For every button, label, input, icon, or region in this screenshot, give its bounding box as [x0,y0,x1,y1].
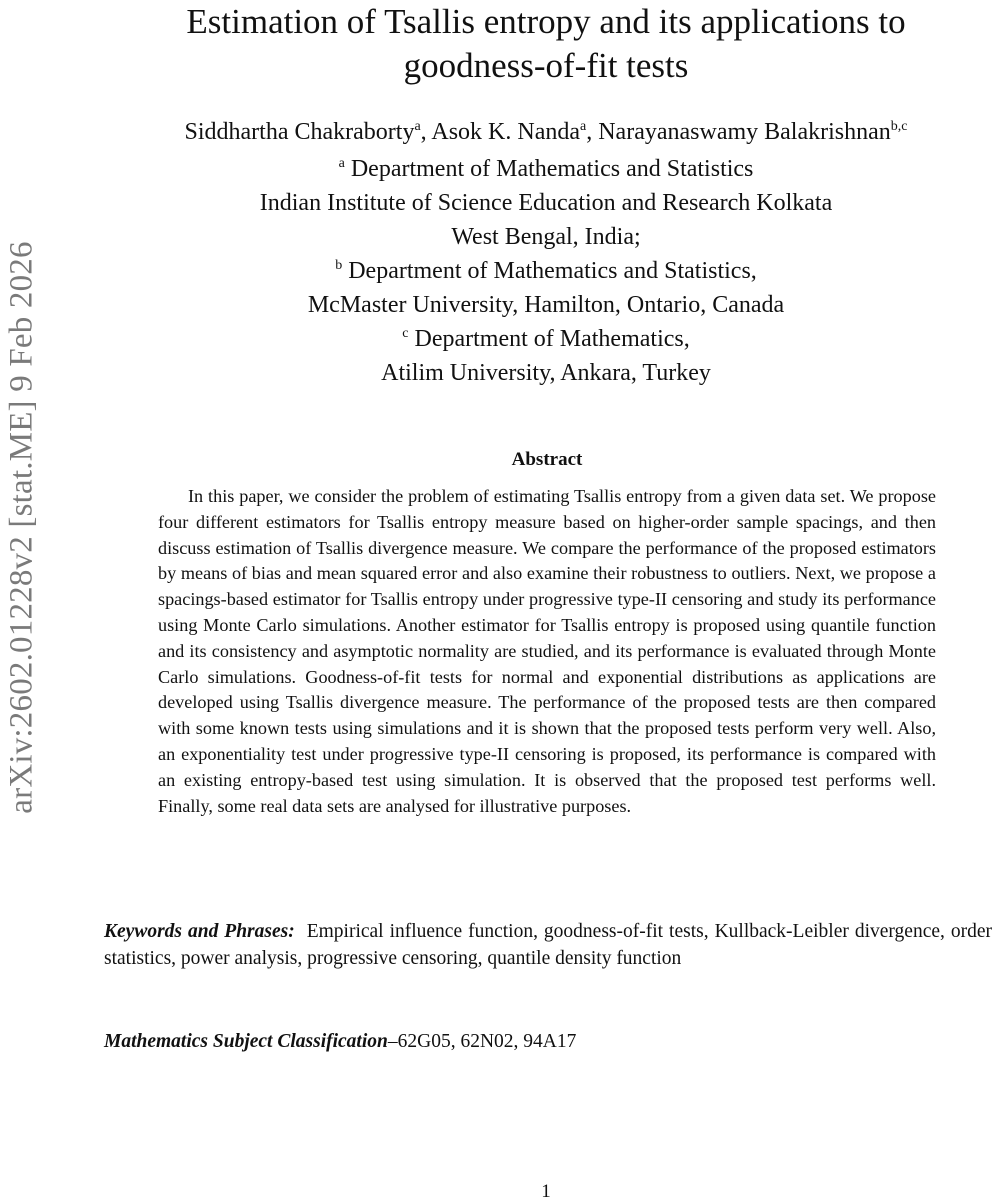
arxiv-identifier-stamp [2,192,42,862]
abstract-heading: Abstract [511,449,583,470]
author-affiliation-mark: a [414,119,421,134]
author-affiliation-mark: a [580,119,587,134]
keywords-label: Keywords and Phrases: [104,921,295,942]
paper-title [100,0,992,88]
affiliation-mark: c [402,326,409,341]
author-name: Narayanaswamy Balakrishnan [598,119,891,145]
affiliation-a-line-3: West Bengal, India; [451,224,641,250]
affiliation-text: Department of Mathematics and Statistics [350,156,754,182]
msc-paragraph [104,1028,992,1055]
page-number: 1 [541,1181,551,1202]
affiliation-b-line-2: McMaster University, Hamilton, Ontario, Canada [307,292,785,318]
affiliation-mark: b [335,258,343,273]
author-list: Siddhartha Chakraborty$^a$, Asok K. Nanda$^a$, Narayanaswamy Balakrishnan$^{b,c}$ [184,119,908,145]
keywords-text: Empirical influence function, goodness-of-fit tests, Kullback-Leibler divergence, order statistics, power analysis, progressive censoring, quantile density function [104,921,992,969]
author-affiliation-mark: b,c [890,119,908,134]
affiliation-text: Department of Mathematics and Statistics, [348,258,757,284]
affiliation-text: Department of Mathematics, [414,326,690,352]
keywords-paragraph [104,918,992,972]
title-line-2: goodness-of-fit tests [403,46,689,85]
title-line-1: Estimation of Tsallis entropy and its applications to [186,2,906,41]
affiliation-a-line-1 [100,152,992,186]
arxiv-identifier: arXiv:2602.01228v2 [stat.ME] 9 Feb 2026 [3,240,40,814]
affiliations [100,152,992,390]
msc-codes: –62G05, 62N02, 94A17 [387,1031,577,1052]
msc-label: Mathematics Subject Classification [104,1031,388,1052]
affiliation-c-line-1 [100,322,992,356]
abstract-body: In this paper, we consider the problem of estimating Tsallis entropy from a given data set. We propose four different estimators for Tsallis entropy measure based on higher-order sample spacings, and then discuss estimation of Tsallis divergence measure. We compare the performance of the proposed estimators by means of bias and mean squared error and also examine their robustness to outliers. Next, we propose a spacings-based estimator for Tsallis entropy under progressive type-II censoring and study its performance using Monte Carlo simulations. Another estimator for Tsallis entropy is proposed using quantile function and its consistency and asymptotic normality are studied, and its performance is evaluated through Monte Carlo simulations. Goodness-of-fit tests for normal and exponential distributions as applications are developed using Tsallis divergence measure. The performance of the proposed tests are then compared with some known tests using simulations and it is shown that the proposed tests perform very well. Also, an exponentiality test under progressive type-II censoring is proposed, its performance is compared with an existing entropy-based test using simulation. It is observed that the proposed test performs well. Finally, some real data sets are analysed for illustrative purposes. [158,486,936,816]
affiliation-b-line-1 [100,254,992,288]
author-name: Asok K. Nanda [431,119,580,145]
affiliation-a-line-2: Indian Institute of Science Education and Research Kolkata [259,190,833,216]
affiliation-c-line-2: Atilim University, Ankara, Turkey [381,360,711,386]
affiliation-mark: a [338,156,345,171]
author-name: Siddhartha Chakraborty [184,119,415,145]
